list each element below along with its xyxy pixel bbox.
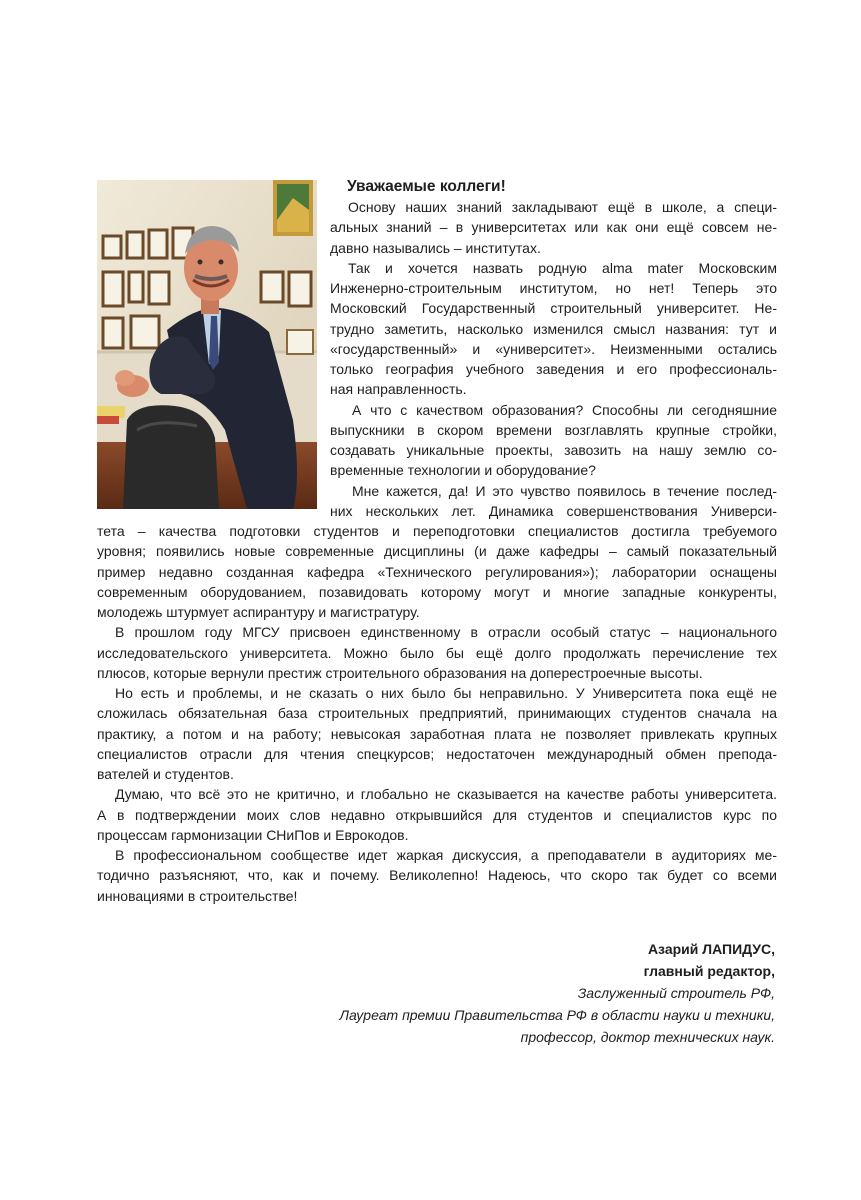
body-line: современным оборудованием, позавидовать которому могут и многие западные конкуренты,	[97, 583, 777, 600]
greeting-heading: Уважаемые коллеги!	[347, 178, 506, 195]
body-line: тодично разъясняют, что, как и почему. Великолепно! Надеюсь, что скоро так будет со всеми	[97, 867, 777, 884]
body-line: тета – качества подготовки студентов и переподготовки специалистов достигла требуемого	[97, 523, 777, 539]
body-line: А что с качеством образования? Способны ли сегодняшние	[352, 401, 777, 418]
body-line: трудно заметить, насколько изменился смысл названия: тут и	[330, 320, 777, 337]
body-line: плюсов, которые вернули престиж строительного образования на доперестроечные высоты.	[97, 664, 703, 681]
body-line: процессам гармонизации СНиПов и Еврокодов.	[97, 826, 409, 843]
body-line: альных знаний – в университетах или как они ещё совсем не-	[330, 219, 777, 236]
body-line: вателей и студентов.	[97, 766, 234, 782]
body-line: выпускники в скором времени возглавлять крупные стройки,	[330, 421, 777, 438]
body-line: Инженерно-строительным институтом, но нет! Теперь это	[330, 280, 777, 296]
body-line: Так и хочется назвать родную alma mater Московским	[348, 259, 777, 276]
body-line: только география учебного заведения и его профессиональ-	[330, 361, 777, 377]
signature-block	[339, 938, 775, 1048]
body-line: А в подтверждении моих слов недавно открывшийся для студентов и специалистов курс по	[97, 806, 777, 823]
body-line: временные технологии и оборудование?	[330, 462, 596, 479]
body-line: «государственный» и «университет». Неизменными остались	[330, 340, 777, 357]
body-line: Основу наших знаний закладывают ещё в школе, а специ-	[348, 199, 777, 215]
body-line: исследовательского университета. Можно было бы ещё долго продолжать перечисление тех	[97, 644, 777, 661]
author-photo	[97, 180, 317, 509]
body-line: специалистов отрасли для чтения спецкурсов; недостаточен международный обмен препода-	[97, 745, 777, 762]
body-line: уровня; появились новые современные дисциплины (и даже кафедры – самый показательный	[97, 543, 777, 560]
body-line: создавать уникальные проекты, завозить на нашу землю со-	[330, 442, 777, 458]
body-line: В прошлом году МГСУ присвоен единственному в отрасли особый статус – национального	[115, 624, 777, 641]
body-line: пример недавно созданная кафедра «Технического регулирования»); лаборатории оснащены	[97, 563, 777, 580]
body-line: инновациями в строительстве!	[97, 887, 298, 904]
body-line: Но есть и проблемы, и не сказать о них было бы неправильно. У Университета пока ещё не	[115, 685, 777, 701]
body-line: ная направленность.	[330, 381, 467, 398]
author-title-3: профессор, доктор технических наук.	[520, 1029, 775, 1045]
body-line: В профессиональном сообществе идет жаркая дискуссия, а преподаватели в аудиториях ме-	[115, 847, 777, 863]
body-line: сложилась обязательная база строительных предприятий, принимающих студентов сначала на	[97, 705, 777, 722]
body-line: Думаю, что всё это не критично, и глобально не сказывается на качестве работы университета.	[115, 786, 777, 803]
author-title-1: Заслуженный строитель РФ,	[577, 985, 775, 1001]
author-name: Азарий ЛАПИДУС,	[647, 941, 775, 957]
author-role: главный редактор,	[643, 963, 775, 979]
body-line: молодежь штурмует аспирантуру и магистратуру.	[97, 604, 420, 620]
body-line: них нескольких лет. Динамика совершенствования Универси-	[330, 502, 777, 519]
body-line: практику, а потом и на работу; невысокая заработная плата не позволяет привлекать крупных	[97, 725, 777, 742]
body-line: давно назывались – институтах.	[330, 239, 541, 256]
body-line: Московский Государственный строительный университет. Не-	[330, 300, 777, 317]
body-line: Мне кажется, да! И это чувство появилось в течение послед-	[352, 482, 777, 499]
author-title-2: Лауреат премии Правительства РФ в области науки и техники,	[339, 1007, 775, 1023]
